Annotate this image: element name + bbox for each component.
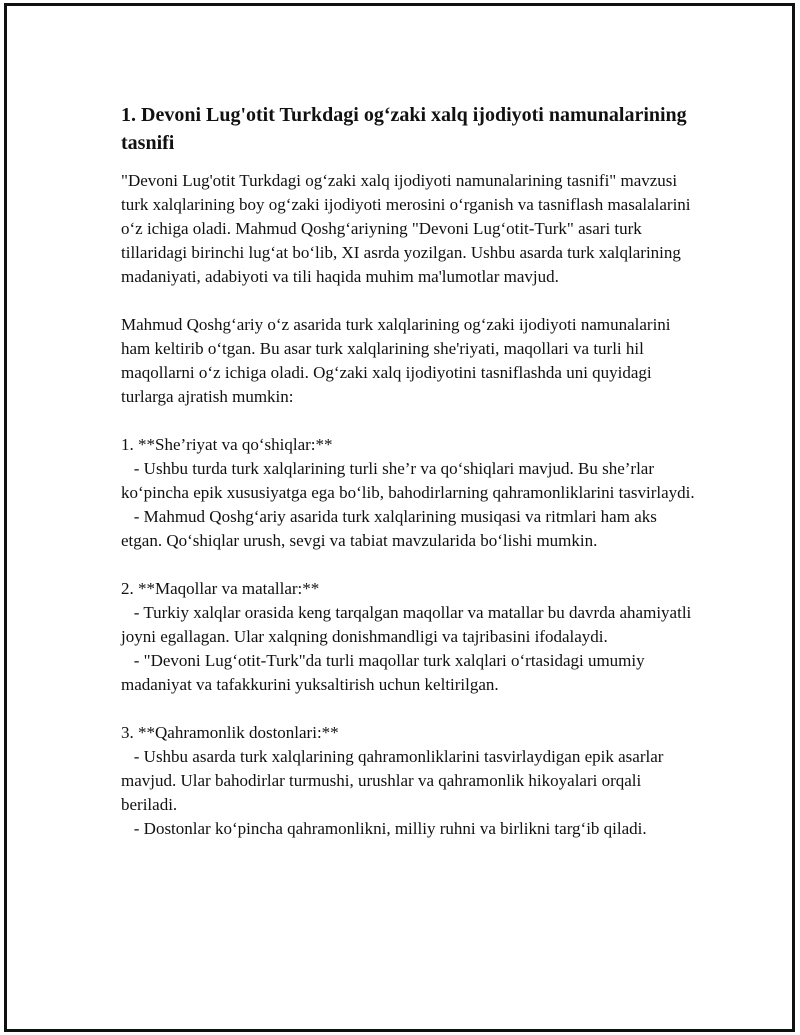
- paragraph-gap: [121, 409, 701, 433]
- paragraph-gap: [121, 553, 701, 577]
- section-bullet: - "Devoni Lug‘otit-Turk"da turli maqollar turk xalqlari o‘rtasidagi umumiy madaniyat va tafakkurini yuksaltirish uchun keltirilgan.: [121, 651, 649, 694]
- section-poetry: [121, 433, 701, 553]
- section-proverbs: [121, 577, 701, 697]
- intro-paragraph: "Devoni Lug'otit Turkdagi og‘zaki xalq ijodiyoti namunalarining tasnifi" mavzusi turk xalqlarining boy og‘zaki ijodiyoti merosini o‘rganish va tasniflash masalalarini o‘z ichiga oladi. Mahmud Qoshg‘ariyning "Devoni Lug‘otit-Turk" asari turk tillaridagi birinchi lug‘at bo‘lib, XI asrda yozilgan. Ushbu asarda turk xalqlarining madaniyati, adabiyoti va tili haqida muhim ma'lumotlar mavjud.: [121, 171, 695, 286]
- section-bullet: - Mahmud Qoshg‘ariy asarida turk xalqlarining musiqasi va ritmlari ham aks etgan. Qo‘shiqlar urush, sevgi va tabiat mavzularida bo‘lishi mumkin.: [121, 507, 662, 550]
- second-paragraph: Mahmud Qoshg‘ariy o‘z asarida turk xalqlarining og‘zaki ijodiyoti namunalarini ham keltirib o‘tgan. Bu asar turk xalqlarining she'riyati, maqollari va turli hil maqollarni o‘z ichiga oladi. Og‘zaki xalq ijodiyotini tasniflashda uni quyidagi turlarga ajratish mumkin:: [121, 315, 675, 406]
- section-heading: 3. **Qahramonlik dostonlari:**: [121, 723, 339, 742]
- document-body: [121, 101, 701, 841]
- document-title: 1. Devoni Lug'otit Turkdagi og‘zaki xalq ijodiyoti namunalarining tasnifi: [121, 104, 687, 154]
- paragraph-gap: [121, 289, 701, 313]
- page-frame: [4, 3, 795, 1032]
- section-bullet: - Ushbu turda turk xalqlarining turli she’r va qo‘shiqlari mavjud. Bu she’rlar ko‘pincha epik xususiyatga ega bo‘lib, bahodirlarning qahramonliklarini tasvirlaydi.: [121, 459, 695, 502]
- section-bullet: - Ushbu asarda turk xalqlarining qahramonliklarini tasvirlaydigan epik asarlar mavjud. Ular bahodirlar turmushi, urushlar va qahramonlik hikoyalari orqali beriladi.: [121, 747, 668, 814]
- section-bullet: - Turkiy xalqlar orasida keng tarqalgan maqollar va matallar bu davrda ahamiyatli joyni egallagan. Ular xalqning donishmandligi va tajribasini ifodalaydi.: [121, 603, 696, 646]
- paragraph-gap: [121, 697, 701, 721]
- section-epics: [121, 721, 701, 841]
- section-bullet: - Dostonlar ko‘pincha qahramonlikni, milliy ruhni va birlikni targ‘ib qiladi.: [121, 819, 647, 838]
- section-heading: 1. **She’riyat va qo‘shiqlar:**: [121, 435, 333, 454]
- section-heading: 2. **Maqollar va matallar:**: [121, 579, 320, 598]
